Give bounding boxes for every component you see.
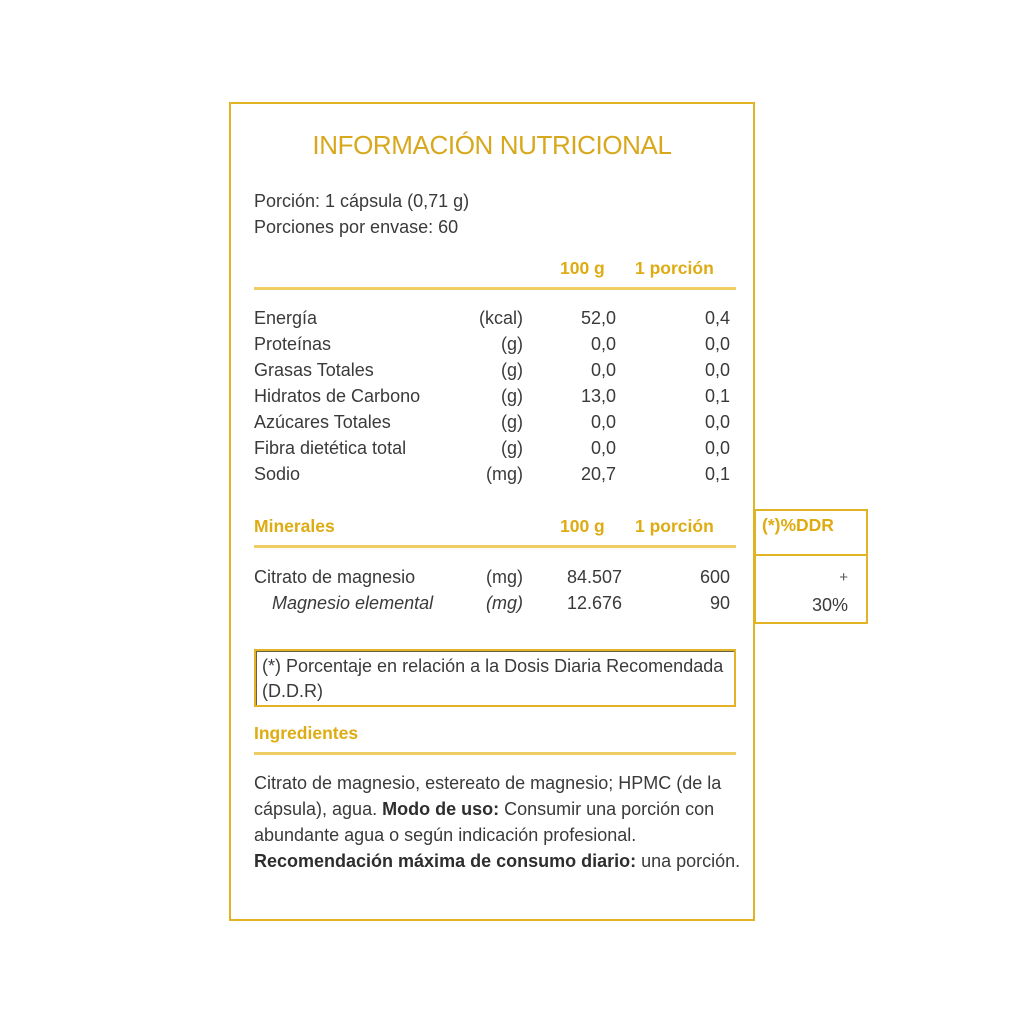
table-row	[254, 360, 736, 386]
table-row	[254, 386, 736, 412]
max-intake-label: Recomendación máxima de consumo diario:	[254, 851, 637, 871]
ddr-value-elemental: 30%	[811, 595, 848, 615]
value-portion: 90	[709, 593, 730, 613]
nutrient-name: Energía	[254, 308, 318, 328]
value-100g: 52,0	[580, 308, 616, 328]
value-100g: 0,0	[590, 412, 616, 432]
mineral-unit: (mg)	[486, 593, 523, 613]
divider	[254, 545, 736, 548]
serving-size: Porción: 1 cápsula (0,71 g)	[254, 191, 470, 211]
value-100g: 84.507	[566, 567, 622, 587]
table-row	[254, 308, 736, 334]
nutrient-unit: (g)	[501, 438, 523, 458]
value-portion: 0,1	[704, 386, 730, 406]
nutrient-name: Sodio	[254, 464, 301, 484]
value-portion: 0,0	[704, 412, 730, 432]
mineral-name: Citrato de magnesio	[254, 567, 416, 587]
nutrient-unit: (g)	[501, 386, 523, 406]
value-portion: 0,0	[704, 360, 730, 380]
serving-info	[254, 188, 469, 240]
mineral-unit: (mg)	[486, 567, 523, 587]
nutrient-unit: (mg)	[486, 464, 523, 484]
max-intake-text: una porción.	[636, 851, 741, 871]
value-portion: 600	[699, 567, 730, 587]
nutrient-name: Hidratos de Carbono	[254, 386, 421, 406]
table-row	[254, 567, 736, 593]
ingredients-list: Citrato de magnesio, estereato de magnesio; HPMC (de la cápsula), agua.	[254, 773, 722, 819]
col-header-portion: 1 porción	[635, 516, 714, 536]
table-row	[254, 438, 736, 464]
page-title: INFORMACIÓN NUTRICIONAL	[312, 130, 672, 160]
usage-label: Modo de uso:	[382, 799, 500, 819]
nutrient-name: Proteínas	[254, 334, 332, 354]
value-portion: 0,0	[704, 334, 730, 354]
col-header-100g: 100 g	[560, 258, 605, 278]
table-row	[254, 412, 736, 438]
ddr-value-citrate: +	[839, 569, 848, 586]
value-100g: 12.676	[566, 593, 622, 613]
minerals-heading: Minerales	[254, 516, 335, 536]
value-100g: 0,0	[590, 334, 616, 354]
servings-per-container: Porciones por envase: 60	[254, 217, 459, 237]
ddr-footnote: (*) Porcentaje en relación a la Dosis Diaria Recomendada (D.D.R)	[254, 649, 736, 707]
ingredients-text	[254, 770, 744, 874]
ddr-heading: (*)%DDR	[762, 515, 834, 535]
ddr-box	[754, 509, 868, 624]
divider	[254, 752, 736, 755]
value-portion: 0,0	[704, 438, 730, 458]
value-portion: 0,1	[704, 464, 730, 484]
mineral-name: Magnesio elemental	[272, 593, 434, 613]
divider	[254, 287, 736, 290]
nutrient-unit: (g)	[501, 360, 523, 380]
ddr-header	[756, 511, 866, 556]
value-portion: 0,4	[704, 308, 730, 328]
value-100g: 13,0	[580, 386, 616, 406]
value-100g: 0,0	[590, 360, 616, 380]
nutrition-facts-panel	[229, 102, 755, 921]
nutrient-name: Azúcares Totales	[254, 412, 391, 432]
col-header-100g: 100 g	[560, 516, 605, 536]
nutrient-unit: (g)	[501, 334, 523, 354]
usage-text: Consumir una porción con abundante agua o según indicación profesional.	[254, 799, 715, 845]
col-header-portion: 1 porción	[635, 258, 714, 278]
nutrient-name: Grasas Totales	[254, 360, 374, 380]
value-100g: 0,0	[590, 438, 616, 458]
table-row	[254, 464, 736, 490]
nutrient-name: Fibra dietética total	[254, 438, 407, 458]
nutrient-unit: (g)	[501, 412, 523, 432]
value-100g: 20,7	[580, 464, 616, 484]
ingredients-heading: Ingredientes	[254, 723, 359, 743]
nutrient-unit: (kcal)	[479, 308, 523, 328]
table-row	[254, 593, 736, 619]
table-row	[254, 334, 736, 360]
